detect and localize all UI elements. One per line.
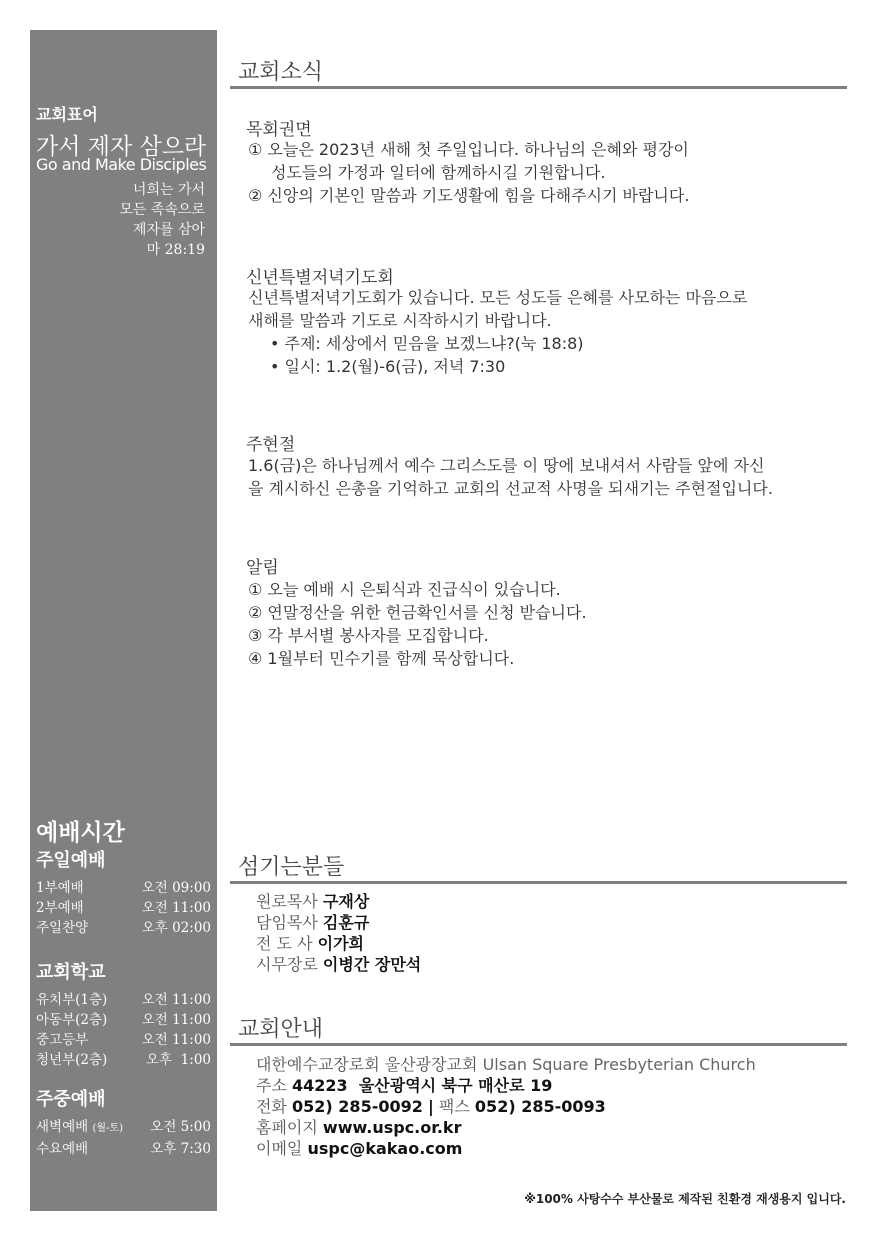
pastoral-title: 목회권면 [246, 120, 312, 140]
paper-footnote: ※100% 사탕수수 부산물로 제작된 친환경 재생용지 입니다. [524, 1192, 846, 1206]
verse-reference: 마 28:19 [146, 242, 205, 258]
prayer-meeting-title: 신년특별저녁기도회 [246, 268, 394, 288]
motto-korean: 가서 제자 삼으라 [36, 134, 207, 160]
sunday-worship-title: 주일예배 [36, 850, 106, 871]
notice-title: 알림 [246, 558, 279, 578]
schedule-row: 수요예배 오후 7:30 [36, 1141, 211, 1157]
schedule-row: 주일찬양 오후 02:00 [36, 920, 211, 936]
church-info-header: 교회안내 [230, 1012, 847, 1046]
midweek-worship-title: 주중예배 [36, 1089, 106, 1110]
motto-label: 교회표어 [36, 105, 98, 124]
motto-verse [119, 180, 205, 260]
schedule-row: 아동부(2층) 오전 11:00 [36, 1012, 211, 1028]
servant-row: 원로목사 구재상 [256, 892, 370, 911]
church-address: 주소 44223 울산광역시 북구 매산로 19 [256, 1076, 553, 1095]
servant-row: 전 도 사 이가희 [256, 934, 365, 953]
verse-line: 너희는 가서 [132, 182, 205, 198]
prayer-meeting-text: 신년특별저녁기도회가 있습니다. 모든 성도들 은혜를 사모하는 마음으로 새해를 말씀과 기도로 시작하시기 바랍니다. • 주제: 세상에서 믿음을 보겠느냐?(눅 18:8) • 일시: 1.2(월)-6(금), 저녁 7:30 [248, 288, 748, 376]
schedule-row: 중고등부 오전 11:00 [36, 1032, 211, 1048]
midweek-worship-section [36, 1085, 211, 1159]
epiphany-text: 1.6(금)은 하나님께서 예수 그리스도를 이 땅에 보내셔서 사람들 앞에 자신 을 계시하신 은총을 기억하고 교회의 선교적 사명을 되새기는 주현절입니다. [248, 456, 773, 498]
sunday-worship-section [36, 846, 211, 938]
worship-times-title: 예배시간 [36, 820, 125, 846]
schedule-row: 2부예배 오전 11:00 [36, 900, 211, 916]
servant-row: 시무장로 이병간 장만석 [256, 955, 422, 974]
motto-english: Go and Make Disciples [36, 155, 207, 174]
church-phone-fax: 전화 052) 285-0092 | 팩스 052) 285-0093 [256, 1097, 606, 1116]
schedule-row: 유치부(1층) 오전 11:00 [36, 992, 211, 1008]
pastoral-text: ① 오늘은 2023년 새해 첫 주일입니다. 하나님의 은혜와 평강이 성도들의 가정과 일터에 함께하시길 기원합니다. ② 신앙의 기본인 말씀과 기도생활에 힘을 다해주시기 바랍니다. [248, 140, 690, 205]
schedule-row: 새벽예배 (월-토) 오전 5:00 [36, 1119, 211, 1135]
church-info [256, 1054, 756, 1159]
schedule-row: 1부예배 오전 09:00 [36, 880, 211, 896]
servants-header: 섬기는분들 [230, 850, 847, 884]
email-link[interactable]: uspc@kakao.com [307, 1139, 463, 1158]
homepage-link[interactable]: www.uspc.or.kr [322, 1118, 462, 1137]
notice-text: ① 오늘 예배 시 은퇴식과 진급식이 있습니다. ② 연말정산을 위한 헌금확인서를 신청 받습니다. ③ 각 부서별 봉사자를 모집합니다. ④ 1월부터 민수기를 함께 묵상합니다. [248, 580, 587, 668]
sidebar [30, 30, 217, 1211]
news-header: 교회소식 [230, 55, 847, 89]
church-school-title: 교회학교 [36, 962, 106, 983]
schedule-row: 청년부(2층) 오후 1:00 [36, 1052, 211, 1068]
church-name: 대한예수교장로회 울산광장교회 Ulsan Square Presbyterian Church [256, 1055, 756, 1074]
servant-row: 담임목사 김훈규 [256, 913, 370, 932]
church-homepage: 홈페이지 www.uspc.or.kr [256, 1118, 462, 1137]
church-email: 이메일 uspc@kakao.com [256, 1139, 463, 1158]
epiphany-title: 주현절 [246, 435, 296, 455]
servants-list [256, 891, 421, 975]
church-school-section [36, 958, 211, 1070]
verse-line: 모든 족속으로 [119, 202, 205, 218]
verse-line: 제자를 삼아 [132, 222, 205, 238]
